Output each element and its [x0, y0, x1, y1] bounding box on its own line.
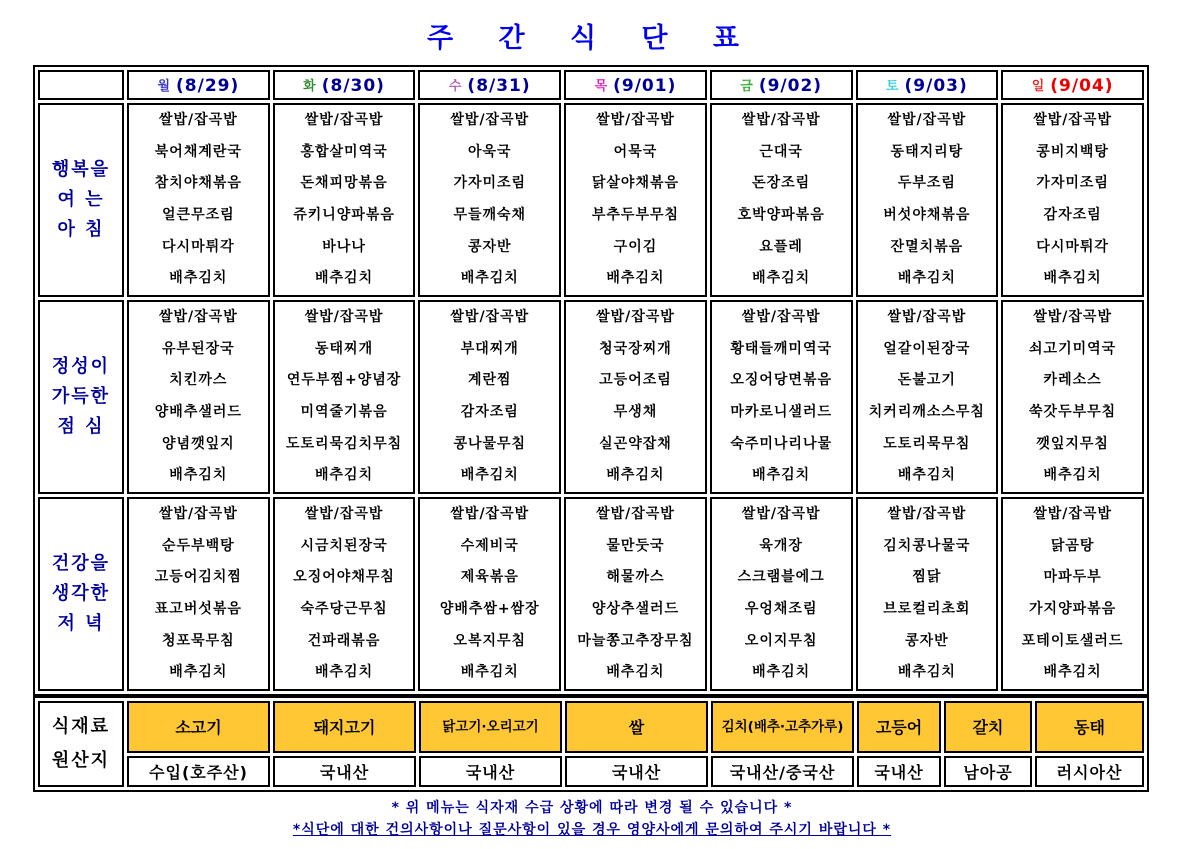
menu-item: 표고버섯볶음: [154, 601, 242, 617]
menu-cell-day-1: [127, 497, 270, 691]
day-of-week-glyph: 화: [303, 78, 316, 94]
menu-item: 배추김치: [1043, 467, 1102, 484]
menu-item: 배추김치: [460, 467, 519, 484]
menu-item: 배추김치: [169, 467, 228, 484]
menu-item: 카레소스: [1043, 372, 1102, 389]
menu-item: 닭살야채볶음: [591, 175, 680, 192]
menu-item: 오징어야채무침: [293, 569, 395, 586]
menu-cell-day-7: [1001, 103, 1144, 297]
menu-item: 배추김치: [897, 467, 956, 484]
menu-item: 쌀밥/잡곡밥: [304, 309, 384, 326]
menu-item: 찜닭: [912, 569, 942, 586]
menu-cell-day-2: [273, 300, 416, 494]
meal-label-line: 건강을: [51, 553, 111, 574]
menu-item: 감자조림: [460, 404, 519, 420]
menu-item: 제육볶음: [460, 569, 519, 586]
ingredient-name-cell: 쌀: [565, 701, 708, 753]
ingredient-name-row: [38, 701, 1144, 753]
menu-item: 쌀밥/잡곡밥: [887, 506, 967, 523]
menu-item: 콩자반: [467, 238, 512, 255]
origin-value-cell: 국내산/중국산: [711, 756, 854, 787]
menu-item: 무생채: [613, 404, 658, 420]
meal-label-line: 생각한: [51, 583, 111, 604]
menu-item: 버섯야채볶음: [883, 207, 971, 223]
menu-item: 닭곰탕: [1050, 537, 1095, 554]
ingredient-origin-table: [33, 696, 1149, 792]
menu-item: 계란찜: [467, 372, 512, 389]
menu-item: 쌀밥/잡곡밥: [1033, 112, 1112, 129]
day-date: (9/01): [613, 75, 677, 96]
menu-item: 수제비국: [460, 537, 519, 554]
ingredient-name-cell: 소고기: [127, 701, 270, 753]
menu-cell-day-1: [127, 103, 270, 297]
menu-item: 쌀밥/잡곡밥: [887, 112, 967, 129]
menu-cell-day-6: [856, 300, 999, 494]
menu-item: 배추김치: [169, 664, 228, 681]
menu-item: 배추김치: [752, 270, 811, 287]
menu-item: 쌀밥/잡곡밥: [1033, 309, 1112, 326]
menu-item: 배추김치: [1043, 270, 1102, 287]
menu-cell-day-3: [418, 497, 561, 691]
ingredient-name-cell: 닭고기·오리고기: [419, 701, 562, 753]
meal-label-line: 정성이: [51, 356, 111, 377]
menu-cell-day-7: [1001, 497, 1144, 691]
menu-item: 북어채계란국: [154, 143, 242, 160]
menu-item: 쌀밥/잡곡밥: [158, 112, 238, 129]
menu-item: 어묵국: [613, 143, 658, 160]
menu-cell-day-5: [710, 300, 853, 494]
menu-item: 다시마튀각: [1036, 238, 1109, 255]
menu-item: 쌀밥/잡곡밥: [450, 112, 530, 129]
menu-item: 치킨까스: [169, 372, 228, 389]
ingredient-name-cell: 동태: [1035, 701, 1144, 753]
meal-section-label: [38, 497, 124, 691]
day-header-4: [564, 70, 707, 100]
menu-item: 동태지리탕: [890, 143, 964, 160]
menu-cell-day-4: [564, 103, 707, 297]
menu-item: 근대국: [759, 143, 803, 160]
menu-item: 양상추샐러드: [591, 601, 680, 617]
menu-item: 쌀밥/잡곡밥: [304, 112, 384, 129]
menu-item: 깻잎지무침: [1036, 435, 1109, 452]
menu-item: 콩나물무침: [453, 435, 527, 452]
menu-item: 구이김: [613, 238, 658, 255]
meal-label-line: 저 녁: [57, 613, 105, 634]
menu-item: 동태찌개: [315, 340, 374, 357]
ingredient-name-cell: 갈치: [944, 701, 1032, 753]
weekly-menu-page: [0, 16, 1184, 849]
week-header-row: [38, 70, 1144, 100]
ingredient-name-cell: 돼지고기: [273, 701, 416, 753]
menu-item: 고등어조림: [599, 372, 672, 389]
day-of-week-glyph: 월: [157, 78, 171, 94]
menu-item: 배추김치: [897, 270, 956, 287]
day-of-week-glyph: 일: [1031, 78, 1045, 94]
menu-item: 돈장조림: [752, 175, 811, 192]
menu-item: 잔멸치볶음: [890, 238, 964, 255]
menu-item: 해물까스: [606, 569, 665, 586]
menu-item: 배추김치: [752, 664, 811, 681]
menu-item: 콩자반: [905, 632, 949, 649]
day-date: (8/31): [467, 75, 531, 96]
menu-item: 쌀밥/잡곡밥: [741, 309, 821, 326]
menu-item: 오징어당면볶음: [730, 372, 832, 389]
menu-item: 쌀밥/잡곡밥: [1033, 506, 1112, 523]
menu-item: 황태들깨미역국: [730, 340, 832, 357]
origin-label-line: 원산지: [51, 750, 111, 771]
menu-cell-day-1: [127, 300, 270, 494]
menu-item: 쌀밥/잡곡밥: [158, 506, 238, 523]
menu-item: 양배추쌈+쌈장: [439, 601, 540, 617]
menu-item: 호박양파볶음: [737, 207, 825, 223]
menu-cell-day-2: [273, 497, 416, 691]
menu-item: 유부된장국: [162, 340, 235, 357]
menu-item: 쌀밥/잡곡밥: [887, 309, 967, 326]
menu-item: 배추김치: [1043, 664, 1102, 681]
menu-item: 배추김치: [897, 664, 956, 681]
menu-item: 얼갈이된장국: [883, 340, 971, 357]
day-date: (9/03): [904, 75, 968, 96]
menu-item: 연두부찜+양념장: [286, 372, 402, 389]
menu-item: 마늘쫑고추장무침: [577, 632, 694, 649]
menu-item: 부대찌개: [460, 340, 519, 357]
menu-item: 쌀밥/잡곡밥: [596, 506, 675, 523]
day-header-1: [127, 70, 270, 100]
menu-item: 얼큰무조림: [162, 207, 235, 223]
meal-label-line: 점 심: [57, 416, 105, 437]
menu-cell-day-4: [564, 497, 707, 691]
menu-item: 감자조림: [1043, 207, 1102, 223]
menu-item: 숙주당근무침: [300, 601, 388, 617]
day-date: (9/02): [758, 75, 823, 96]
menu-item: 홍합살미역국: [300, 143, 388, 160]
menu-item: 배추김치: [460, 664, 519, 681]
day-header-5: [710, 70, 853, 100]
menu-item: 쌀밥/잡곡밥: [450, 309, 530, 326]
menu-item: 배추김치: [460, 270, 519, 287]
menu-item: 배추김치: [606, 270, 665, 287]
menu-item: 참치야채볶음: [154, 175, 242, 192]
menu-item: 쌀밥/잡곡밥: [158, 309, 238, 326]
menu-item: 청국장찌개: [599, 340, 672, 357]
menu-item: 배추김치: [315, 664, 374, 681]
menu-item: 배추김치: [315, 270, 374, 287]
menu-item: 청포묵무침: [162, 632, 235, 649]
meal-section-label: [38, 103, 124, 297]
menu-item: 무들깨숙채: [453, 207, 527, 223]
menu-item: 고등어김치찜: [154, 569, 242, 586]
origin-value-cell: 러시아산: [1035, 756, 1144, 787]
menu-item: 아욱국: [467, 143, 512, 160]
menu-item: 우엉채조림: [744, 601, 818, 617]
menu-item: 두부조림: [897, 175, 956, 192]
menu-item: 도토리묵김치무침: [285, 435, 403, 452]
day-header-3: [418, 70, 561, 100]
origin-section-label: [38, 701, 124, 787]
menu-item: 양배추샐러드: [154, 404, 242, 420]
menu-item: 다시마튀각: [162, 238, 235, 255]
menu-cell-day-7: [1001, 300, 1144, 494]
menu-item: 양념깻잎지: [162, 435, 235, 452]
footer-note-contact-dietitian: *식단에 대한 건의사항이나 질문사항이 있을 경우 영양사에게 문의하여 주시기 바랍니다 *: [292, 822, 892, 838]
day-of-week-glyph: 금: [740, 78, 753, 94]
origin-value-cell: 국내산: [565, 756, 708, 787]
menu-item: 바나나: [322, 238, 366, 255]
footer-note-menu-change: * 위 메뉴는 식자재 수급 상황에 따라 변경 될 수 있습니다 *: [391, 800, 793, 816]
meal-section-label: [38, 300, 124, 494]
day-date: (8/29): [176, 75, 240, 96]
origin-value-cell: 남아공: [944, 756, 1032, 787]
ingredient-origin-row: [38, 756, 1144, 787]
day-of-week-glyph: 수: [448, 78, 462, 94]
menu-item: 쌀밥/잡곡밥: [741, 506, 821, 523]
menu-cell-day-6: [856, 103, 999, 297]
menu-item: 배추김치: [752, 467, 811, 484]
menu-cell-day-3: [418, 300, 561, 494]
menu-item: 김치콩나물국: [883, 537, 971, 554]
menu-item: 마카로니샐러드: [730, 404, 832, 420]
menu-item: 쌀밥/잡곡밥: [304, 506, 384, 523]
menu-item: 돈불고기: [897, 372, 956, 389]
meal-row-3: [38, 497, 1144, 691]
menu-cell-day-3: [418, 103, 561, 297]
menu-item: 쇠고기미역국: [1029, 340, 1117, 357]
menu-item: 미역줄기볶음: [300, 404, 388, 420]
weekly-menu-table: [33, 65, 1149, 696]
menu-item: 치커리깨소스무침: [868, 404, 985, 420]
menu-item: 배추김치: [315, 467, 374, 484]
menu-item: 쌀밥/잡곡밥: [596, 112, 675, 129]
corner-cell: [38, 70, 124, 100]
menu-item: 배추김치: [606, 664, 665, 681]
menu-item: 시금치된장국: [300, 537, 388, 554]
menu-item: 배추김치: [606, 467, 665, 484]
menu-item: 숙주미나리나물: [730, 435, 832, 452]
menu-item: 건파래볶음: [307, 632, 381, 649]
ingredient-name-cell: 김치(배추·고추가루): [711, 701, 854, 753]
menu-item: 브로컬리초회: [883, 601, 971, 617]
menu-item: 포테이토샐러드: [1021, 632, 1124, 649]
meal-row-2: [38, 300, 1144, 494]
menu-item: 콩비지백탕: [1036, 143, 1109, 160]
origin-value-cell: 국내산: [857, 756, 941, 787]
menu-item: 마파두부: [1043, 569, 1102, 586]
menu-item: 오복지무침: [453, 632, 527, 649]
meal-label-line: 아 침: [57, 219, 105, 240]
menu-cell-day-2: [273, 103, 416, 297]
menu-item: 쥬키니양파볶음: [293, 207, 395, 223]
meal-label-line: 가득한: [51, 386, 111, 407]
origin-value-cell: 국내산: [419, 756, 562, 787]
menu-item: 배추김치: [169, 270, 228, 287]
meal-row-1: [38, 103, 1144, 297]
day-of-week-glyph: 목: [594, 78, 608, 94]
menu-item: 부추두부무침: [591, 207, 680, 223]
menu-item: 육개장: [759, 537, 803, 554]
menu-cell-day-4: [564, 300, 707, 494]
day-header-7: [1001, 70, 1144, 100]
meal-label-line: 행복을: [51, 159, 111, 180]
page-title: 주 간 식 단 표: [426, 23, 757, 54]
menu-item: 도토리묵무침: [883, 435, 971, 452]
meal-label-line: 여 는: [57, 189, 105, 210]
menu-item: 오이지무침: [744, 632, 818, 649]
ingredient-name-cell: 고등어: [857, 701, 941, 753]
day-date: (9/04): [1050, 75, 1114, 96]
menu-cell-day-5: [710, 103, 853, 297]
menu-item: 돈채피망볶음: [300, 175, 388, 192]
menu-cell-day-6: [856, 497, 999, 691]
menu-item: 쌀밥/잡곡밥: [741, 112, 821, 129]
origin-value-cell: 수입(호주산): [127, 756, 270, 787]
day-date: (8/30): [321, 75, 385, 96]
menu-item: 쌀밥/잡곡밥: [450, 506, 530, 523]
menu-item: 스크램블에그: [737, 569, 825, 586]
menu-item: 가자미조림: [453, 175, 527, 192]
menu-item: 쑥갓두부무침: [1029, 404, 1117, 420]
menu-item: 순두부백탕: [162, 537, 235, 554]
menu-item: 가자미조림: [1036, 175, 1109, 192]
menu-item: 실곤약잡채: [599, 435, 672, 452]
footer-notes: [0, 797, 1184, 841]
day-header-2: [273, 70, 416, 100]
menu-item: 물만둣국: [606, 537, 665, 554]
origin-value-cell: 국내산: [273, 756, 416, 787]
day-header-6: [856, 70, 999, 100]
origin-label-line: 식재료: [51, 716, 111, 737]
menu-item: 쌀밥/잡곡밥: [596, 309, 675, 326]
menu-item: 가지양파볶음: [1029, 601, 1117, 617]
menu-item: 요플레: [759, 238, 803, 255]
day-of-week-glyph: 토: [885, 78, 899, 94]
menu-cell-day-5: [710, 497, 853, 691]
